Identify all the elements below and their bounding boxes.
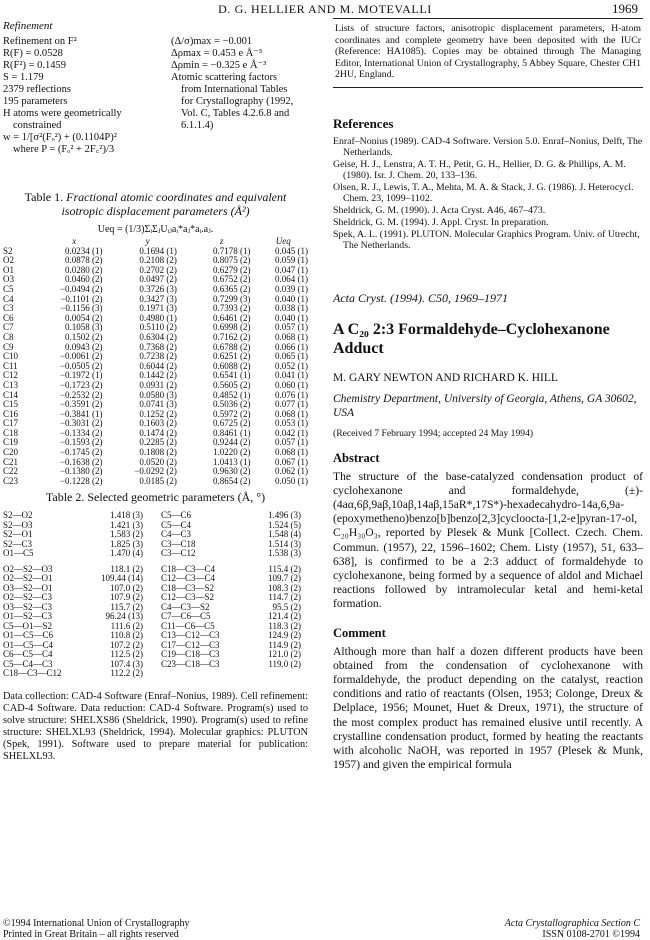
table-cell: 0.042 (1) [275,427,308,438]
reference-item: Sheldrick, G. M. (1994). J. Appl. Cryst. In preparation. [333,216,549,228]
table-cell: O1—S2—C3 [3,611,53,622]
table-cell: 0.065 (1) [275,351,308,362]
table-cell: 0.6279 (2) [213,264,251,275]
table2-body [3,511,301,679]
table-cell: −0.1228 (2) [59,475,103,486]
abstract-text: The structure of the base-catalyzed condensation product of cyclohexanone and formaldehyde, (±)-(4aα,6β,9aβ,10aβ,14aβ,15aR*,17S*)-hexadecahydro-14a,6,9a-(epoxymetheno)benzo[b]benzo[2,3]cycloocta-[1,2-e]pyran-17-ol, C₂₀H₃₀O₃, reported by Plesek & Munk [Collect. Czech. Chem. Commun. (1957), 22, 1596–1602; Chem. Listy (1957), 51, 633–638], is confirmed to be a 2:3 adduct of formaldehyde to cyclohexanone, being formed by a sequence of aldol and Michael reactions followed by intramolecular ketal and hemi-ketal formation. [333,469,643,611]
reference-item: Geise, H. J., Lenstra, A. T. H., Petit, G. H., Hellier, D. G. & Phillips, A. M. (1980). Isr. J. Chem. 20, 133–136. [333,158,626,181]
table-cell: 115.4 (2) [268,563,301,574]
table-cell: 1.514 (3) [268,538,301,549]
table-row [3,540,301,550]
data-collection-text: Data collection: CAD-4 Software (Enraf–Nonius, 1989). Cell refinement: CAD-4 Software. Data reduction: CAD-4 Software. Program(s) used to solve structure: SHELXS86 (Sheldrick, 1990). Program(s) used to refine structure: SHELXL93 (Sheldrick, 1994). Molecular graphics: PLUTON (Spek, 1991). Software used to prepare material for publication: SHELXL93. [3,690,308,762]
table-cell: 0.5972 (2) [213,408,251,419]
table-cell: C5—C6 [161,510,192,521]
right-column [333,18,643,772]
table-cell: 0.052 (1) [275,360,308,371]
table-cell: 0.064 (1) [275,274,308,285]
refinement-line: (Δ/σ)max = −0.001 [171,36,253,47]
deposit-note: Lists of structure factors, anisotropic displacement parameters, H-atom coordinates and complete geometry have been deposited with the IUCr (Reference: HA1085). Copies may be obtained through The Managing Editor, International Union of Crystallography, 5 Abbey Square, Chester CH1 2HU, England. [333,18,643,88]
refinement-line: S = 1.179 [3,72,44,83]
table-cell: −0.0505 (2) [59,360,103,371]
table1-body [3,247,308,487]
table-cell: 0.7393 (2) [213,303,251,314]
refinement-line: Vol. C, Tables 4.2.6.8 and [181,108,290,119]
table-cell: O3—S2—O1 [3,582,53,593]
table-cell: C17—C12—C3 [161,639,220,650]
table-cell: 0.1442 (2) [139,370,177,381]
table-cell [161,669,231,679]
table-cell: C23—C18—C3 [161,658,220,669]
table-cell: S2—O1 [3,529,33,540]
table-cell: 1.548 (4) [268,529,301,540]
table-cell: −0.3031 (2) [59,418,103,429]
table-cell: 0.068 (1) [275,408,308,419]
table-cell: 0.0878 (2) [65,255,103,266]
table-cell: 1.421 (3) [110,519,143,530]
table-cell: 0.7238 (2) [139,351,177,362]
table-cell: C4—C3—S2 [161,601,210,612]
table-cell: −0.1101 (2) [60,293,103,304]
footer-journal: Acta Crystallographica Section C [504,918,640,929]
atom-label: C20 [3,447,19,458]
table-cell: C5—C4—C3 [3,658,53,669]
table-cell: S2—C3 [3,538,33,549]
table-cell: C6—C5—C4 [3,649,53,660]
table-cell: 0.057 (1) [275,437,308,448]
table-cell: −0.0494 (2) [59,283,103,294]
table-cell: −0.3591 (2) [59,399,103,410]
footer-left [3,918,303,940]
table-cell: −0.0061 (2) [59,351,103,362]
table-cell: 0.5110 (2) [139,322,177,333]
atom-label: C16 [3,408,19,419]
table-cell [231,669,301,679]
table1-header-y: y [145,236,150,246]
table1-header-ueq: Ueq [275,236,291,246]
table-cell: C12—C3—C4 [161,573,216,584]
table-row [3,549,301,559]
table-cell: 96.24 (13) [105,611,143,622]
table-cell: 0.5605 (2) [213,379,251,390]
atom-label: O2 [3,255,14,266]
table-cell: 124.9 (2) [268,630,301,641]
table-cell: 0.6304 (2) [139,331,177,342]
table-cell: 1.538 (3) [268,548,301,559]
table-cell: C13—C12—C3 [161,630,220,641]
refinement-line: Δρmin = −0.325 e Å⁻³ [171,60,267,71]
refinement-heading: Refinement [3,20,53,32]
table-cell: 95.5 (2) [272,601,301,612]
table-cell: 0.6541 (1) [213,370,251,381]
footer-printed: Printed in Great Britain – all rights reserved [3,929,179,940]
table-cell: 0.1474 (2) [139,427,177,438]
table-row [3,521,301,531]
table-cell: 0.0497 (2) [139,274,177,285]
table-cell: 0.0741 (3) [139,399,177,410]
atom-label: C18 [3,427,19,438]
references-heading: References [333,115,394,131]
table-cell: C7—C6—C5 [161,611,211,622]
atom-label: C19 [3,437,19,448]
footer-copyright: ©1994 International Union of Crystallography [3,918,190,929]
atom-label: C17 [3,418,19,429]
references-list [333,136,643,251]
table-cell: 0.0580 (3) [139,389,177,400]
table-cell: O2—S2—O1 [3,573,53,584]
refinement-line: Δρmax = 0.453 e Å⁻³ [171,48,263,59]
table-cell: 121.0 (2) [268,649,301,660]
table-cell: 0.6251 (2) [213,351,251,362]
table-cell: 0.040 (1) [275,312,308,323]
abstract-heading: Abstract [333,450,380,465]
table-cell: 114.9 (2) [268,639,301,650]
atom-label: C22 [3,466,19,477]
table-cell: 0.1808 (2) [139,447,177,458]
table1-title: Fractional atomic coordinates and equivalent isotropic displacement parameters (Å²) [61,190,287,218]
atom-label: C14 [3,389,19,400]
table-cell: 0.3427 (3) [139,293,177,304]
refinement-right [171,36,311,132]
table-cell: C5—O1—S2 [3,620,53,631]
table-cell: 121.4 (2) [268,611,301,622]
atom-label: C6 [3,312,14,323]
table-cell: −0.1156 (3) [60,303,103,314]
table-cell: 0.8075 (2) [213,255,251,266]
table-cell: 0.039 (1) [275,283,308,294]
table-cell: 110.8 (2) [110,630,143,641]
table-cell: 0.077 (1) [275,399,308,410]
table-cell: 0.062 (1) [275,466,308,477]
refinement-line: 2379 reflections [3,84,71,95]
running-authors: D. G. HELLIER AND M. MOTEVALLI [218,2,432,16]
table-cell: −0.1638 (2) [59,456,103,467]
table-cell: 0.076 (1) [275,389,308,400]
article-citation: Acta Cryst. (1994). C50, 1969–1971 [333,290,508,305]
table-cell: 0.1971 (3) [139,303,177,314]
table-cell: 0.7299 (3) [213,293,251,304]
table-row [3,511,301,521]
table-cell: 0.040 (1) [275,293,308,304]
table-cell: 1.0220 (2) [213,447,251,458]
table-cell: C5—C4 [161,519,192,530]
table-cell: 0.6752 (2) [213,274,251,285]
table-cell: −0.1380 (2) [59,466,103,477]
table-cell: 0.8654 (2) [213,475,251,486]
table2-caption: Table 2. Selected geometric parameters (Å, °) [45,490,266,505]
table-cell: 1.583 (2) [110,529,143,540]
table1-header-x: x [72,236,77,246]
table-cell: 0.5036 (2) [213,399,251,410]
table-cell: 108.3 (2) [268,582,301,593]
table-cell: C12—C3—S2 [161,592,215,603]
table-cell: O1—C5—C6 [3,630,54,641]
table-cell: 0.041 (1) [275,370,308,381]
table-cell: 0.2702 (2) [139,264,177,275]
table-cell: 0.0280 (2) [65,264,103,275]
table-cell: 118.1 (2) [110,563,143,574]
table-cell: 112.5 (2) [110,649,143,660]
atom-label: C3 [3,303,14,314]
table-cell: 0.1694 (1) [139,245,177,256]
refinement-line: from International Tables [181,84,288,95]
table-cell: 107.9 (2) [110,592,143,603]
comment-text: Although more than half a dozen different products have been obtained from the condensation of cyclohexanone with formaldehyde, the product depending on the catalyst, reaction conditions and ratio of reactants (Olsen, 1953; Colonge, Dreux & Delplace, 1956; Mounet, Huet & Dreux, 1971), the structure of the most complex product has remained elusive until recently. A crystalline condensation product, formed by heating the reactants with alcoholic NaOH, was reported in 1957 (Plesek & Munk, 1957) and given the empirical formula [333,644,643,772]
table-cell: 0.050 (1) [275,475,308,486]
table-cell: 0.1058 (3) [65,322,103,333]
table-cell: 0.9630 (2) [213,466,251,477]
refinement-line: Refinement on F² [3,36,77,47]
table-row [3,477,308,487]
left-column [3,18,308,763]
table-cell: 0.1252 (2) [139,408,177,419]
table-cell: 0.6088 (2) [213,360,251,371]
table-cell: 0.067 (1) [275,456,308,467]
refinement-line: for Crystallography (1992, [181,96,294,107]
atom-label: C23 [3,475,19,486]
table-cell: C18—C3—C4 [161,563,216,574]
refinement-line: 6.1.1.4) [181,120,214,131]
atom-label: O1 [3,264,14,275]
table-cell: 0.7162 (2) [213,331,251,342]
table1-label: Table 1. [24,190,64,204]
table-cell: 0.6725 (2) [213,418,251,429]
refinement-line: H atoms were geometrically [3,108,122,119]
table-cell: 0.6044 (2) [139,360,177,371]
table-cell: 112.2 (2) [110,668,143,679]
atom-label: C5 [3,283,14,294]
table-cell: O2—S2—C3 [3,592,53,603]
table-cell: 119.0 (2) [268,658,301,669]
table-cell: 0.0931 (2) [139,379,177,390]
table-cell: −0.1972 (1) [59,370,103,381]
atom-label: C9 [3,341,14,352]
table-cell: 0.6998 (2) [213,322,251,333]
table-cell: 0.6461 (2) [213,312,251,323]
table-cell: O3—S2—C3 [3,601,53,612]
table-cell: 118.3 (2) [268,620,301,631]
refinement-left [3,36,143,156]
table-cell: C11—C6—C5 [161,620,215,631]
reference-item: Enraf–Nonius (1989). CAD-4 Software. Version 5.0. Enraf–Nonius, Delft, The Netherlands. [333,135,643,158]
refinement-line: Atomic scattering factors [171,72,278,83]
refinement-block [3,36,308,186]
table-cell: 1.825 (3) [110,538,143,549]
table-cell: 0.0520 (2) [139,456,177,467]
table-cell: −0.2532 (2) [59,389,103,400]
table-cell: O1—C5 [3,548,34,559]
ueq-formula: Ueq = (1/3)ΣᵢΣⱼUᵢⱼaᵢ*aⱼ*aᵢ.aⱼ. [97,224,214,235]
article-affiliation: Chemistry Department, University of Georgia, Athens, GA 30602, USA [333,392,637,419]
table-cell: 114.7 (2) [268,592,301,603]
table-cell: 0.0460 (2) [65,274,103,285]
atom-label: C15 [3,399,19,410]
table-cell: 0.059 (1) [275,255,308,266]
atom-label: C12 [3,370,19,381]
table-cell: 0.0185 (2) [139,475,177,486]
refinement-line: where P = (Fₒ² + 2F꜀²)/3 [13,144,115,155]
atom-label: O3 [3,274,14,285]
table-cell: 0.045 (1) [275,245,308,256]
refinement-line: w = 1/[σ²(Fₒ²) + (0.1104P)² [3,132,117,143]
table-cell: 0.4980 (1) [139,312,177,323]
table-cell: 0.0234 (1) [65,245,103,256]
table-cell: 0.057 (1) [275,322,308,333]
comment-heading: Comment [333,625,386,640]
table1 [3,237,308,486]
table-cell: C3—C12 [161,548,196,559]
article-received: (Received 7 February 1994; accepted 24 May 1994) [333,427,534,439]
table-cell: 0.038 (1) [275,303,308,314]
table2 [3,511,301,679]
table-cell: 111.6 (2) [110,620,143,631]
table-cell: S2—O2 [3,510,33,521]
table-cell: 0.9244 (2) [213,437,251,448]
table-cell: 1.0413 (1) [213,456,251,467]
atom-label: C21 [3,456,19,467]
reference-item: Spek, A. L. (1991). PLUTON. Molecular Graphics Program. Univ. of Utrecht, The Netherlands. [333,228,640,251]
table-cell: −0.1723 (2) [59,379,103,390]
table-cell: C3—C18 [161,538,196,549]
refinement-line: 195 parameters [3,96,68,107]
table-cell: 0.4852 (1) [213,389,251,400]
refinement-line: R(F²) = 0.1459 [3,60,67,71]
atom-label: C13 [3,379,19,390]
table-cell: 107.4 (3) [110,658,143,669]
table-cell: C18—C3—S2 [161,582,215,593]
refinement-line: R(F) = 0.0528 [3,48,63,59]
table-cell: 115.7 (2) [110,601,143,612]
table-cell: S2—O3 [3,519,33,530]
table-cell: 0.1502 (2) [65,331,103,342]
table-cell: 0.0054 (2) [65,312,103,323]
footer-issn: ISSN 0108-2701 ©1994 [542,929,640,940]
table-cell: C4—C3 [161,529,192,540]
table-cell: −0.1334 (2) [59,427,103,438]
table-cell: C19—C18—C3 [161,649,220,660]
table-cell: 0.0943 (2) [65,341,103,352]
table-cell: C18—C3—C12 [3,668,62,679]
table-cell: 0.7368 (2) [139,341,177,352]
table-cell: 0.053 (1) [275,418,308,429]
table-row [3,530,301,540]
table-cell: 0.6365 (2) [213,283,251,294]
table-cell: 0.8461 (1) [213,427,251,438]
page-number: 1969 [612,1,638,16]
table-cell: 0.2285 (2) [139,437,177,448]
table-cell: 0.066 (1) [275,341,308,352]
table-cell: 1.418 (3) [110,510,143,521]
table-cell: 1.470 (4) [110,548,143,559]
table-cell: −0.0292 (2) [134,466,177,477]
table-cell: 0.068 (1) [275,447,308,458]
atom-label: C4 [3,293,14,304]
table-cell: 109.7 (2) [268,573,301,584]
reference-item: Olsen, R. J., Lewis, T. A., Mehta, M. A. & Stack, J. G. (1986). J. Heterocycl. Chem. 23, 1099–1102. [333,181,634,204]
refinement-line: constrained [13,120,62,131]
table-cell: 1.496 (3) [268,510,301,521]
table1-caption [3,190,308,218]
table-row [3,669,301,679]
table-cell: 0.060 (1) [275,379,308,390]
table-cell: 1.524 (5) [268,519,301,530]
table-cell: 0.7178 (1) [213,245,251,256]
footer-right [420,918,640,940]
table-cell: −0.1745 (2) [59,447,103,458]
article-authors: M. GARY NEWTON AND RICHARD K. HILL [333,371,558,384]
table-cell: 0.1603 (2) [139,418,177,429]
running-header [0,0,650,18]
atom-label: S2 [3,245,13,256]
table-cell: O2—S2—O3 [3,563,53,574]
table-cell: 0.2108 (2) [139,255,177,266]
table-cell: 0.068 (1) [275,331,308,342]
atom-label: C8 [3,331,14,342]
reference-item: Sheldrick, G. M. (1990). J. Acta Cryst. A46, 467–473. [333,204,546,216]
table-cell: 0.3726 (3) [139,283,177,294]
table1-header-z: z [219,236,224,246]
atom-label: C7 [3,322,14,333]
table-cell: 0.6788 (2) [213,341,251,352]
table-cell: 107.2 (2) [110,639,143,650]
table-cell: O1—C5—C4 [3,639,54,650]
table-cell: −0.1593 (2) [59,437,103,448]
table-cell: 0.047 (1) [275,264,308,275]
table-cell: −0.3841 (1) [59,408,103,419]
article-title: A C₂₀ 2:3 Formaldehyde–Cyclohexanone Adduct [333,320,610,357]
atom-label: C10 [3,351,19,362]
table-cell: 109.44 (14) [101,573,143,584]
table-cell: 107.0 (2) [110,582,143,593]
atom-label: C11 [3,360,18,371]
